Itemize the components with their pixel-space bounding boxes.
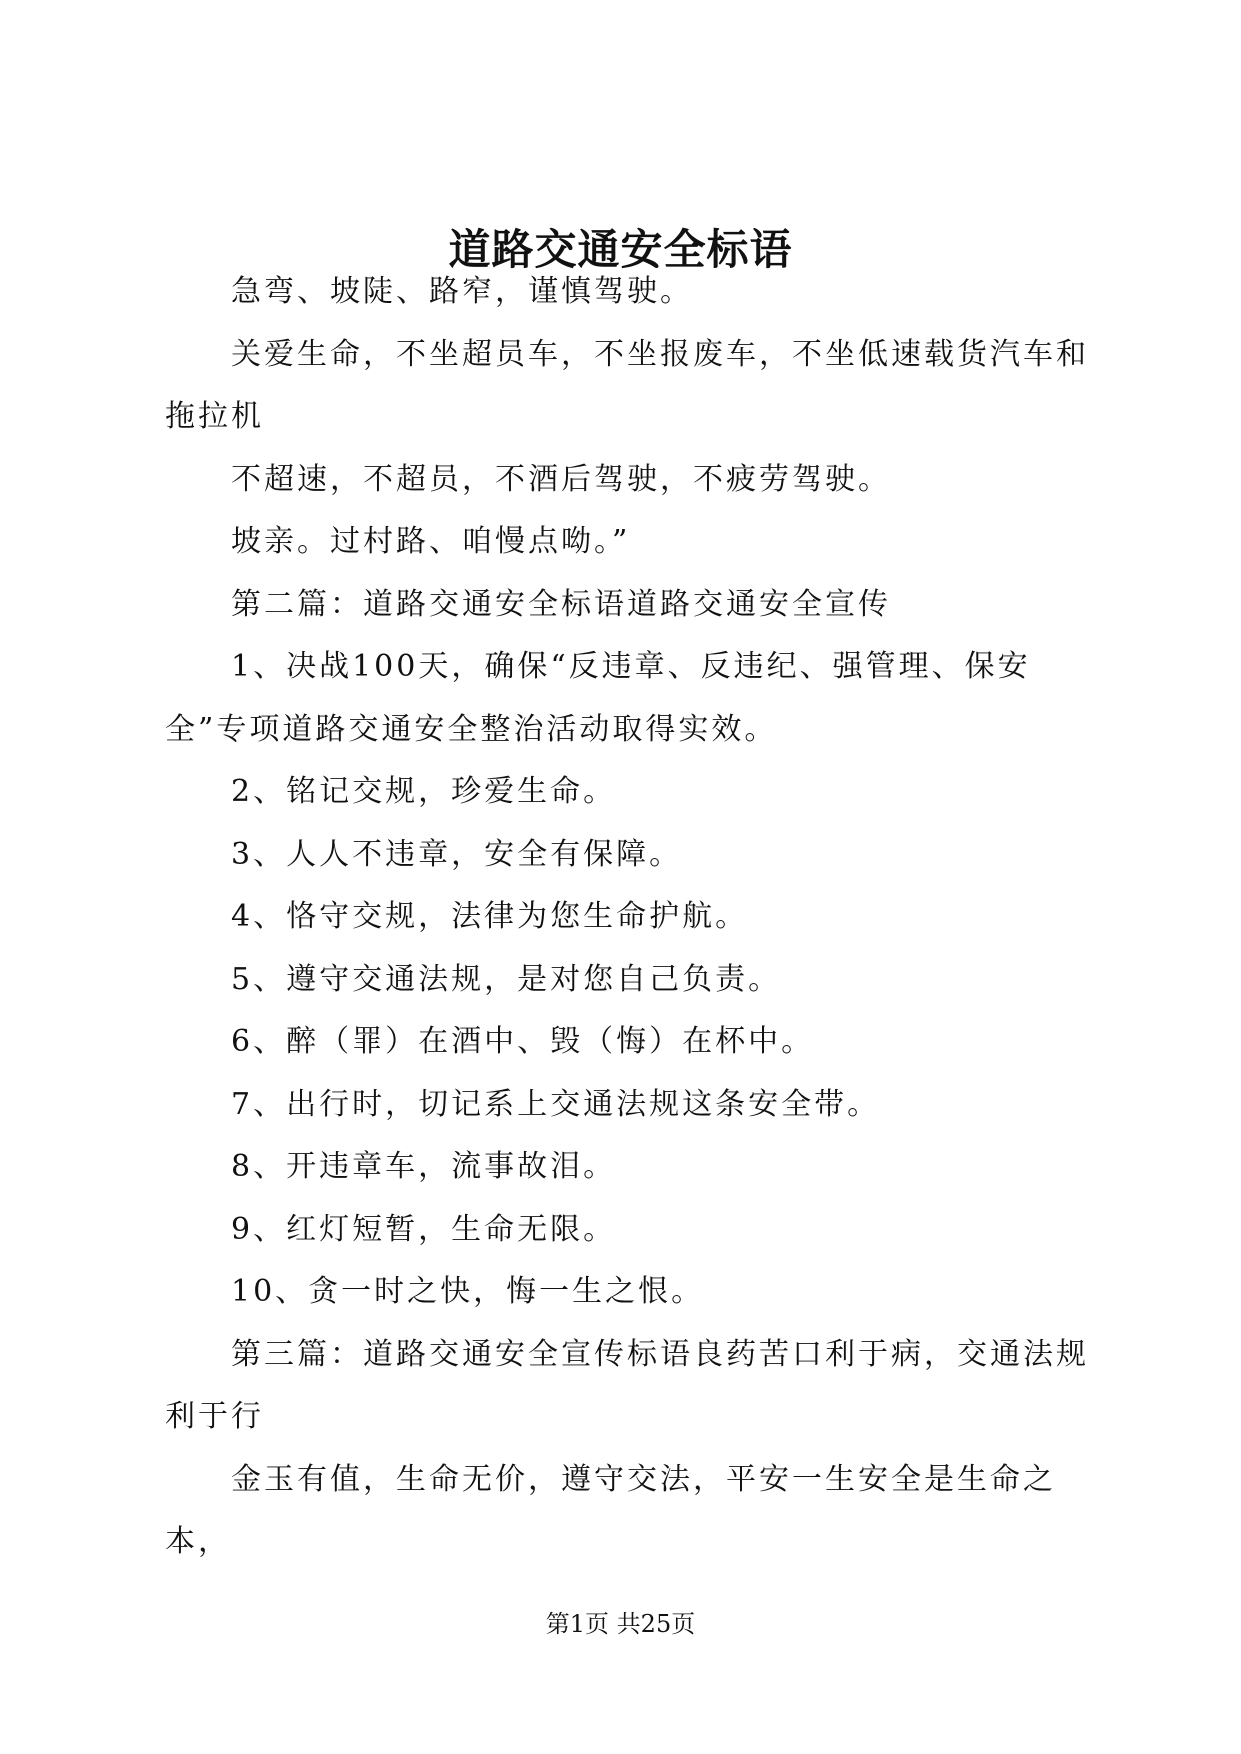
paragraph: 3、人人不违章，安全有保障。: [231, 836, 683, 872]
paragraph: 第三篇：道路交通安全宣传标语良药苦口利于病，交通法规利于行: [165, 1336, 1089, 1434]
paragraph: 5、遵守交通法规，是对您自己负责。: [231, 961, 782, 997]
document-body: [165, 261, 1095, 1574]
paragraph: 关爱生命，不坐超员车，不坐报废车，不坐低速载货汽车和拖拉机: [165, 336, 1089, 434]
paragraph: 第二篇：道路交通安全标语道路交通安全宣传: [231, 586, 891, 622]
paragraph: 9、红灯短暂，生命无限。: [231, 1211, 617, 1247]
document-title: 道路交通安全标语: [448, 225, 793, 274]
paragraph: 不超速，不超员，不酒后驾驶，不疲劳驾驶。: [231, 461, 891, 497]
paragraph: 8、开违章车，流事故泪。: [231, 1149, 617, 1184]
page-number-footer: 第1页 共25页: [545, 1610, 696, 1638]
paragraph: 7、出行时，切记系上交通法规这条安全带。: [231, 1086, 881, 1122]
paragraph: 1、决战100天，确保“反违章、反违纪、强管理、保安全”专项道路交通安全整治活动取得实效。: [165, 649, 1031, 747]
paragraph: 6、醉（罪）在酒中、毁（悔）在杯中。: [231, 1024, 815, 1059]
paragraph: 10、贪一时之快，悔一生之恨。: [231, 1274, 705, 1309]
paragraph: 急弯、坡陡、路窄，谨慎驾驶。: [231, 274, 693, 309]
paragraph: 4、恪守交规，法律为您生命护航。: [231, 899, 749, 934]
paragraph: 金玉有值，生命无价，遵守交法，平安一生安全是生命之本，: [165, 1461, 1056, 1559]
paragraph: 2、铭记交规，珍爱生命。: [231, 774, 617, 809]
paragraph: 坡亲。过村路、咱慢点呦。”: [231, 524, 631, 559]
